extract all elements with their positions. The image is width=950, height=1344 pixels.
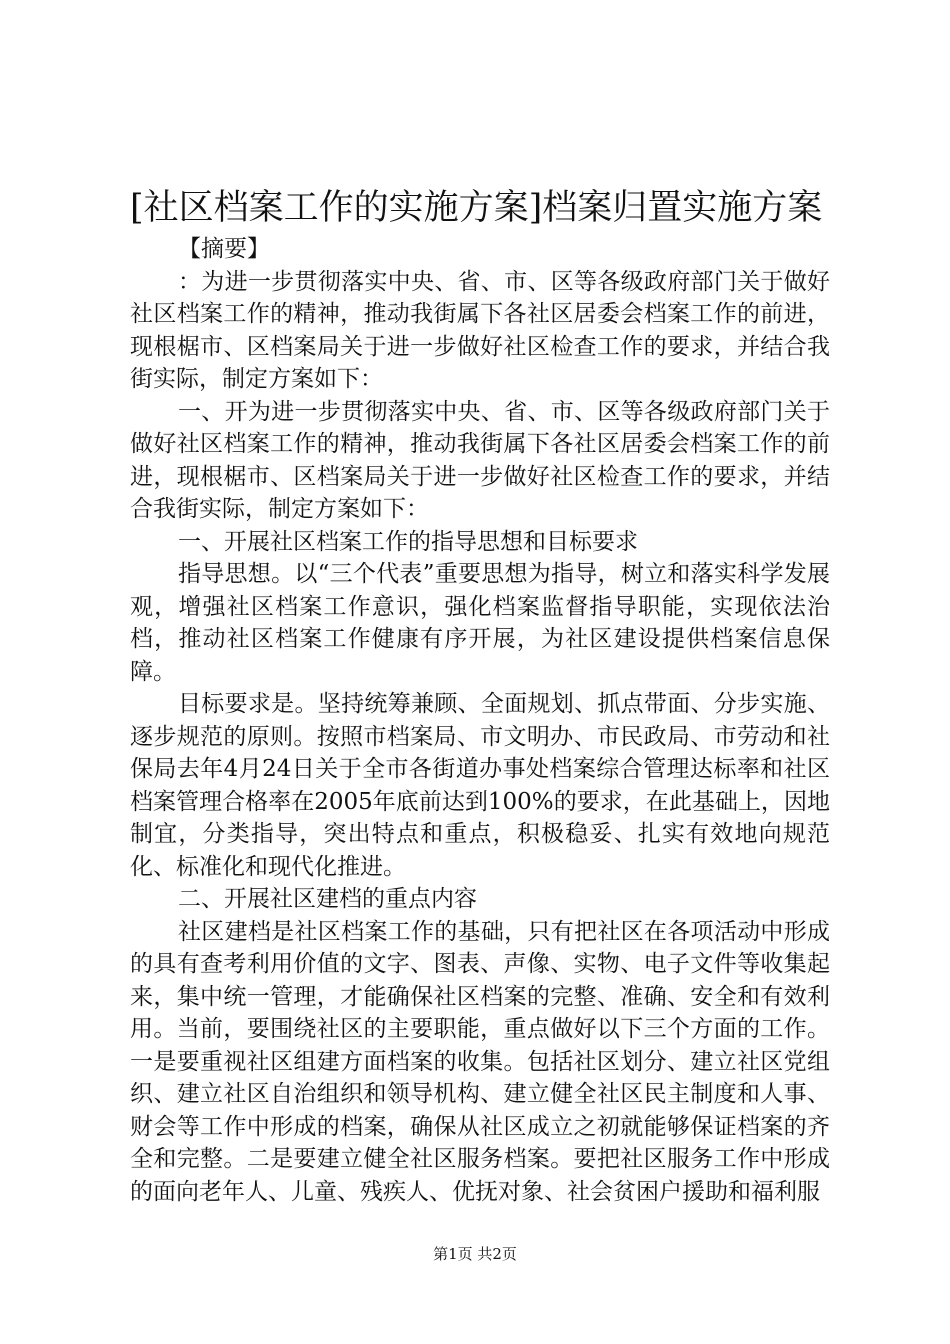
body-paragraph: 目标要求是。坚持统筹兼顾、全面规划、抓点带面、分步实施、逐步规范的原则。按照市档案局、市文明办、市民政局、市劳动和社保局去年4月24日关于全市各街道办事处档案综合管理达标率和社区档案管理合格率在2005年底前达到100%的要求，在此基础上，因地制宜，分类指导，突出特点和重点，积极稳妥、扎实有效地向规范化、标准化和现代化推进。 (130, 691, 830, 880)
abstract-heading: 【摘要】 (178, 236, 270, 262)
abstract-paragraph: ：为进一步贯彻落实中央、省、市、区等各级政府部门关于做好社区档案工作的精神，推动我街属下各社区居委会档案工作的前进，现根椐市、区档案局关于进一步做好社区检查工作的要求，并结合我街实际，制定方案如下： (130, 268, 830, 392)
page-footer: 第1页 共2页 (433, 1245, 517, 1263)
document-title: [社区档案工作的实施方案]档案归置实施方案 (130, 188, 823, 228)
section-heading: 一、开展社区档案工作的指导思想和目标要求 (178, 528, 638, 555)
body-paragraph: 社区建档是社区档案工作的基础，只有把社区在各项活动中形成的具有查考利用价值的文字、图表、声像、实物、电子文件等收集起来，集中统一管理，才能确保社区档案的完整、准确、安全和有效利用。当前，要围绕社区的主要职能，重点做好以下三个方面的工作。一是要重视社区组建方面档案的收集。包括社区划分、建立社区党组织、建立社区自治组织和领导机构、建立健全社区民主制度和人事、财会等工作中形成的档案，确保从社区成立之初就能够保证档案的齐全和完整。二是要建立健全社区服务档案。要把社区服务工作中形成的面向老年人、儿童、残疾人、优抚对象、社会贫困户援助和福利服 (130, 918, 830, 1205)
document-body (130, 233, 830, 1208)
body-paragraph: 一、开为进一步贯彻落实中央、省、市、区等各级政府部门关于做好社区档案工作的精神，推动我街属下各社区居委会档案工作的前进，现根椐市、区档案局关于进一步做好社区检查工作的要求，并结合我街实际，制定方案如下： (130, 398, 830, 522)
body-paragraph: 指导思想。以“三个代表”重要思想为指导，树立和落实科学发展观，增强社区档案工作意识，强化档案监督指导职能，实现依法治档，推动社区档案工作健康有序开展，为社区建设提供档案信息保障。 (130, 561, 830, 685)
section-heading: 二、开展社区建档的重点内容 (178, 886, 477, 912)
